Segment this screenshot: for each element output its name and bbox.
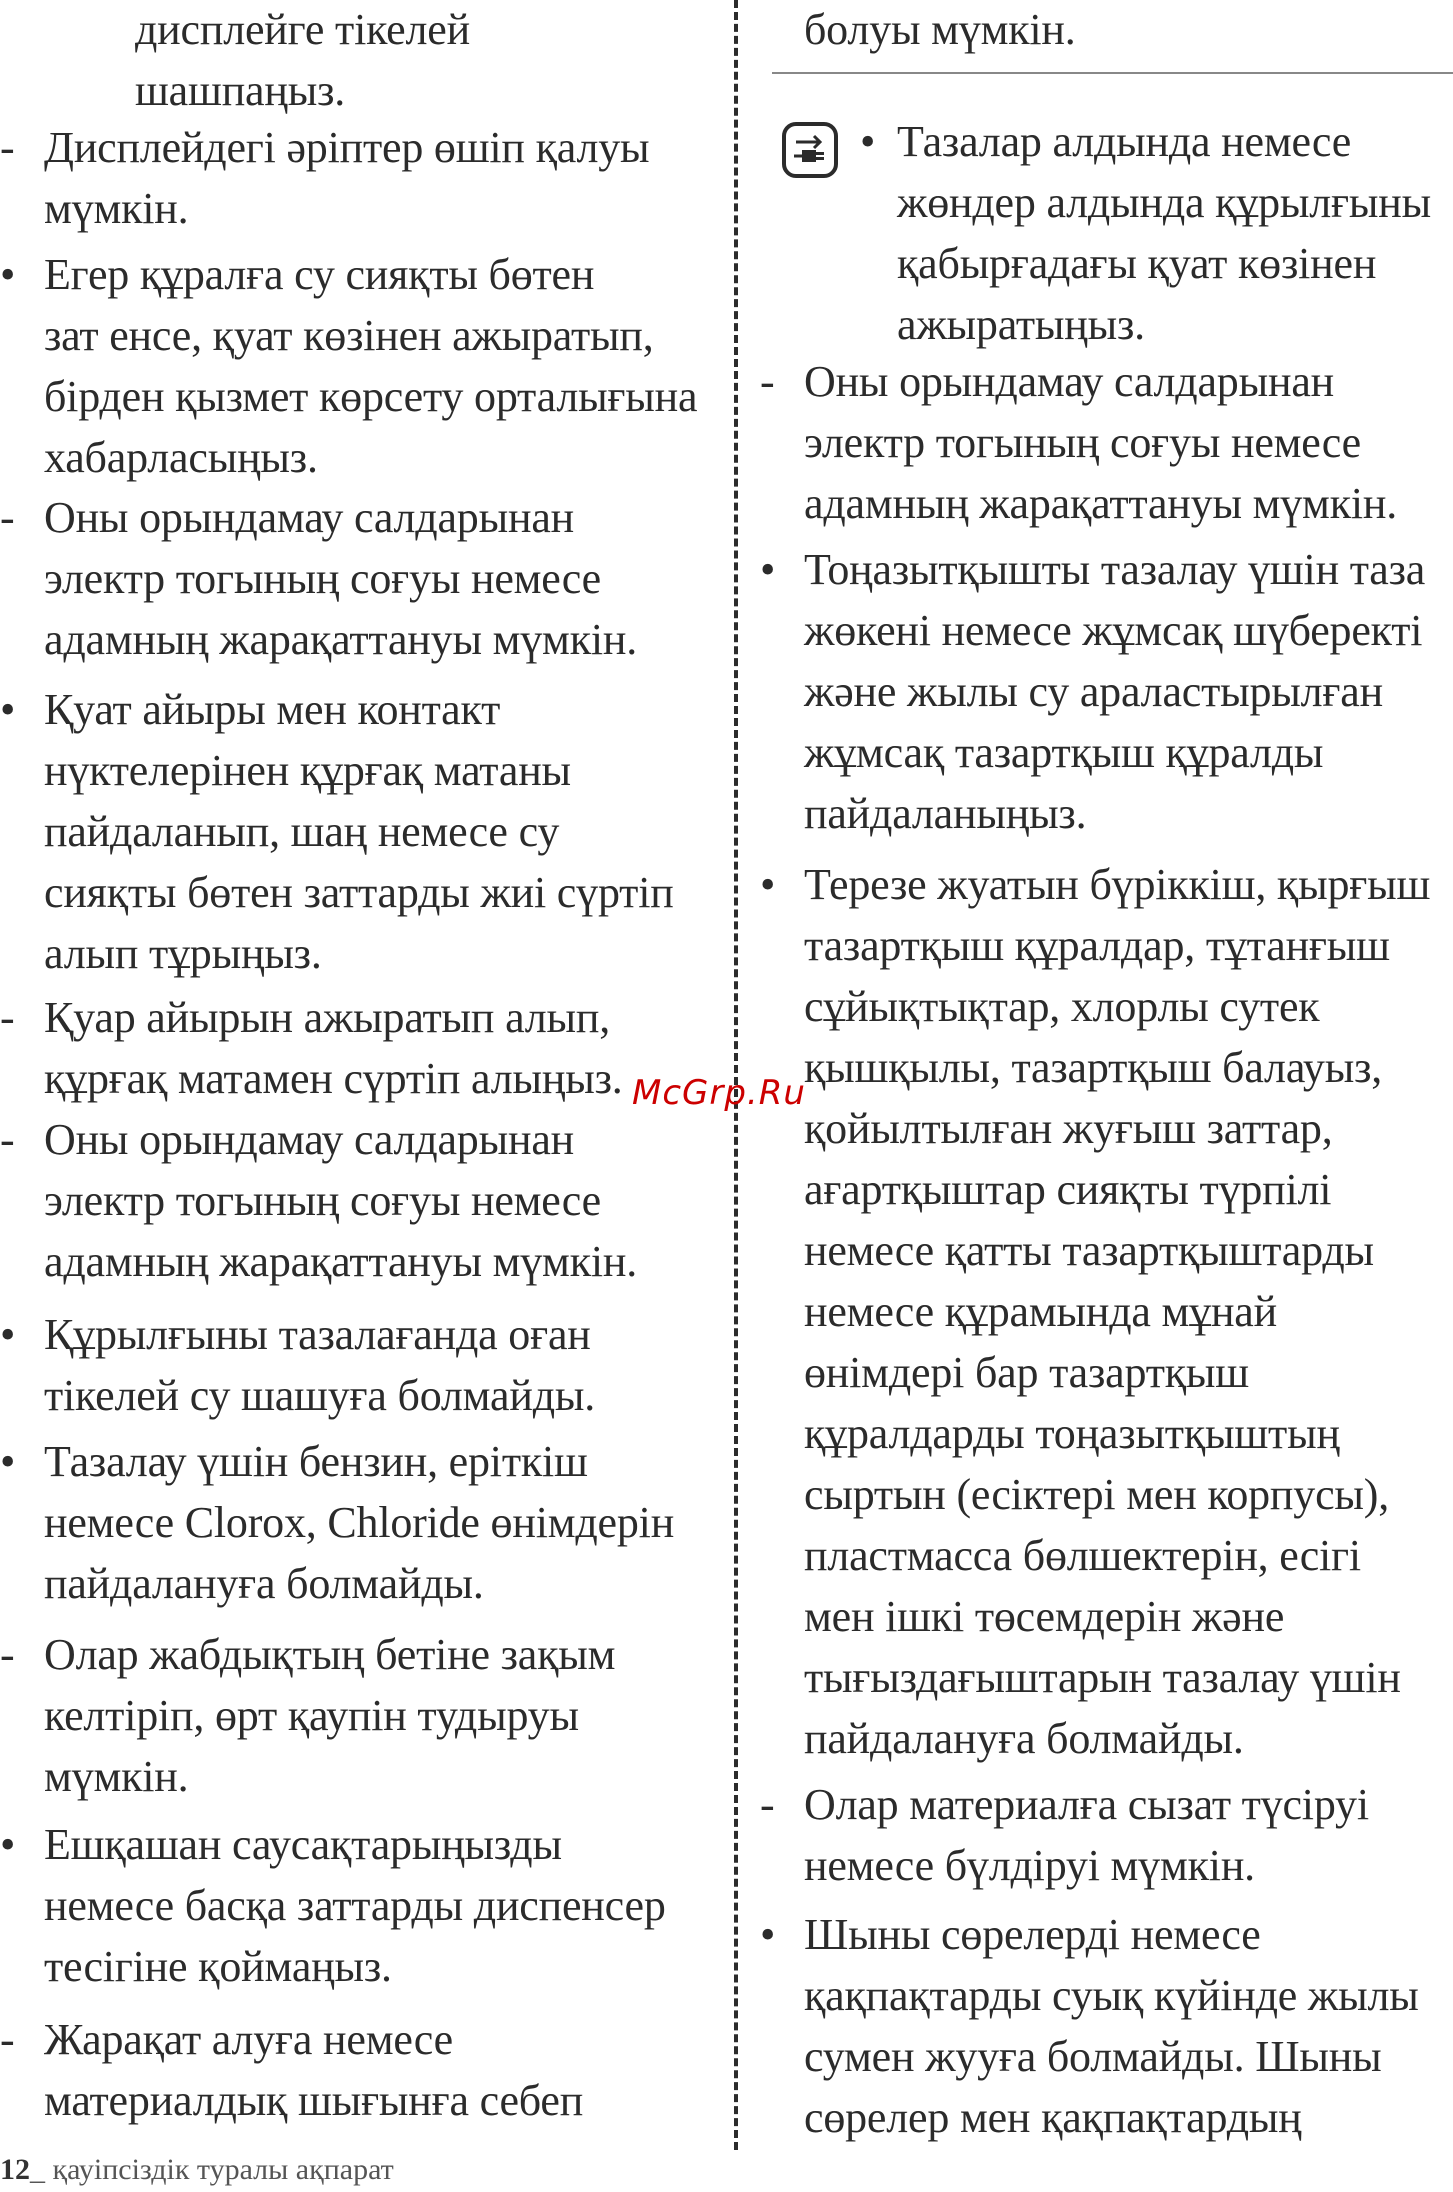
text-line: Олар жабдықтың бетіне зақым	[44, 1630, 616, 1679]
text-line: пайдалануға болмайды.	[804, 1714, 1244, 1763]
unplug-icon	[780, 120, 840, 180]
text-line: Тазалау үшін бензин, еріткіш	[44, 1437, 588, 1486]
bullet-marker: •	[0, 1310, 16, 1359]
text-line: келтіріп, өрт қаупін тудыруы	[44, 1691, 579, 1740]
text-line: тікелей су шашуға болмайды.	[44, 1371, 596, 1420]
text-line: тесігіне қоймаңыз.	[44, 1942, 392, 1991]
text-line: электр тогының соғуы немесе	[44, 1176, 601, 1225]
text-line: және жылы су араластырылған	[804, 667, 1383, 716]
text-line: Тоңазытқышты тазалау үшін таза	[804, 545, 1426, 594]
text-line: тығыздағыштарын тазалау үшін	[804, 1653, 1401, 1702]
text-line: адамның жарақаттануы мүмкін.	[44, 1237, 638, 1286]
dash-marker: -	[0, 1115, 15, 1164]
text-line: пайдаланып, шаң немесе су	[44, 807, 560, 856]
text-line: материалдық шығынға себеп	[44, 2076, 584, 2125]
text-line: шашпаңыз.	[135, 66, 346, 115]
text-line: қабырғадағы қуат көзінен	[897, 239, 1377, 288]
text-line: немесе басқа заттарды диспенсер	[44, 1881, 666, 1930]
text-line: ағартқыштар сияқты түрпілі	[804, 1165, 1332, 1214]
text-line: сыртын (есіктері мен корпусы),	[804, 1470, 1390, 1519]
text-line: сумен жууға болмайды. Шыны	[804, 2032, 1382, 2081]
bullet-marker: •	[760, 545, 776, 594]
text-line: қақпақтарды суық күйінде жылы	[804, 1971, 1419, 2020]
dash-marker: -	[0, 2015, 15, 2064]
text-line: алып тұрыңыз.	[44, 929, 322, 978]
text-line: мүмкін.	[44, 1752, 189, 1801]
text-line: электр тогының соғуы немесе	[44, 554, 601, 603]
text-line: Ешқашан саусақтарыңызды	[44, 1820, 562, 1869]
watermark: McGrp.Ru	[632, 1073, 806, 1113]
dash-marker: -	[760, 1780, 775, 1829]
bullet-marker: •	[0, 1820, 16, 1869]
text-line: Оны орындамау салдарынан	[44, 1115, 574, 1164]
bullet-marker: •	[0, 685, 16, 734]
text-line: мен ішкі төсемдерін және	[804, 1592, 1285, 1641]
text-line: сұйықтықтар, хлорлы сутек	[804, 982, 1320, 1031]
text-line: Тазалар алдында немесе	[897, 117, 1352, 166]
text-line: қышқылы, тазартқыш балауыз,	[804, 1043, 1383, 1092]
text-line: электр тогының соғуы немесе	[804, 418, 1361, 467]
section-title: қауіпсіздік туралы ақпарат	[45, 2153, 394, 2186]
text-line: сөрелер мен қақпақтардың	[804, 2093, 1302, 2142]
bullet-marker: •	[860, 117, 876, 166]
text-line: сияқты бөтен заттарды жиі сүртіп	[44, 868, 674, 917]
bullet-marker: •	[760, 860, 776, 909]
text-line: тазартқыш құралдар, тұтанғыш	[804, 921, 1390, 970]
bullet-marker: •	[0, 250, 16, 299]
text-line: Терезе жуатын бүріккіш, қырғыш	[804, 860, 1431, 909]
section-rule	[772, 72, 1453, 74]
text-line: Қуат айыры мен контакт	[44, 685, 501, 734]
dash-marker: -	[760, 357, 775, 406]
text-line: жөкені немесе жұмсақ шүберекті	[804, 606, 1423, 655]
text-line: немесе құрамында мұнай	[804, 1287, 1277, 1336]
text-line: немесе бүлдіруі мүмкін.	[804, 1841, 1255, 1890]
text-line: адамның жарақаттануы мүмкін.	[44, 615, 638, 664]
text-line: Жарақат алуға немесе	[44, 2015, 453, 2064]
dash-marker: -	[0, 123, 15, 172]
text-line: Құрылғыны тазалағанда оған	[44, 1310, 591, 1359]
text-line: құралдарды тоңазытқыштың	[804, 1409, 1340, 1458]
text-line: өнімдері бар тазартқыш	[804, 1348, 1249, 1397]
page-number: 12	[0, 2153, 30, 2186]
text-line: дисплейге тікелей	[135, 5, 470, 54]
text-line: адамның жарақаттануы мүмкін.	[804, 479, 1398, 528]
text-line: Шыны сөрелерді немесе	[804, 1910, 1261, 1959]
dash-marker: -	[0, 1630, 15, 1679]
text-line: пайдаланыңыз.	[804, 789, 1087, 838]
text-line: болуы мүмкін.	[804, 5, 1076, 54]
text-line: зат енсе, қуат көзінен ажыратып,	[44, 311, 654, 360]
text-line: пайдалануға болмайды.	[44, 1559, 484, 1608]
text-line: жұмсақ тазартқыш құралды	[804, 728, 1324, 777]
text-line: Оны орындамау салдарынан	[44, 493, 574, 542]
text-line: Егер құралға су сияқты бөтен	[44, 250, 595, 299]
text-line: Дисплейдегі әріптер өшіп қалуы	[44, 123, 650, 172]
bullet-marker: •	[760, 1910, 776, 1959]
text-line: Оны орындамау салдарынан	[804, 357, 1334, 406]
text-line: бірден қызмет көрсету орталығына	[44, 372, 698, 421]
dash-marker: -	[0, 993, 15, 1042]
text-line: жөндер алдында құрылғыны	[897, 178, 1431, 227]
text-line: ажыратыңыз.	[897, 300, 1145, 349]
text-line: пластмасса бөлшектерін, есігі	[804, 1531, 1361, 1580]
text-line: Олар материалға сызат түсіруі	[804, 1780, 1369, 1829]
text-line: қойылтылған жуғыш заттар,	[804, 1104, 1333, 1153]
dash-marker: -	[0, 493, 15, 542]
text-line: немесе Clorox, Chloride өнімдерін	[44, 1498, 675, 1547]
text-line: хабарласыңыз.	[44, 433, 318, 482]
text-line: құрғақ матамен сүртіп алыңыз.	[44, 1054, 623, 1103]
text-line: мүмкін.	[44, 184, 189, 233]
text-line: нүктелерінен құрғақ матаны	[44, 746, 571, 795]
page-footer	[0, 2150, 394, 2190]
text-line: Қуар айырын ажыратып алып,	[44, 993, 611, 1042]
footer-separator: _	[30, 2153, 45, 2186]
bullet-marker: •	[0, 1437, 16, 1486]
text-line: немесе қатты тазартқыштарды	[804, 1226, 1374, 1275]
